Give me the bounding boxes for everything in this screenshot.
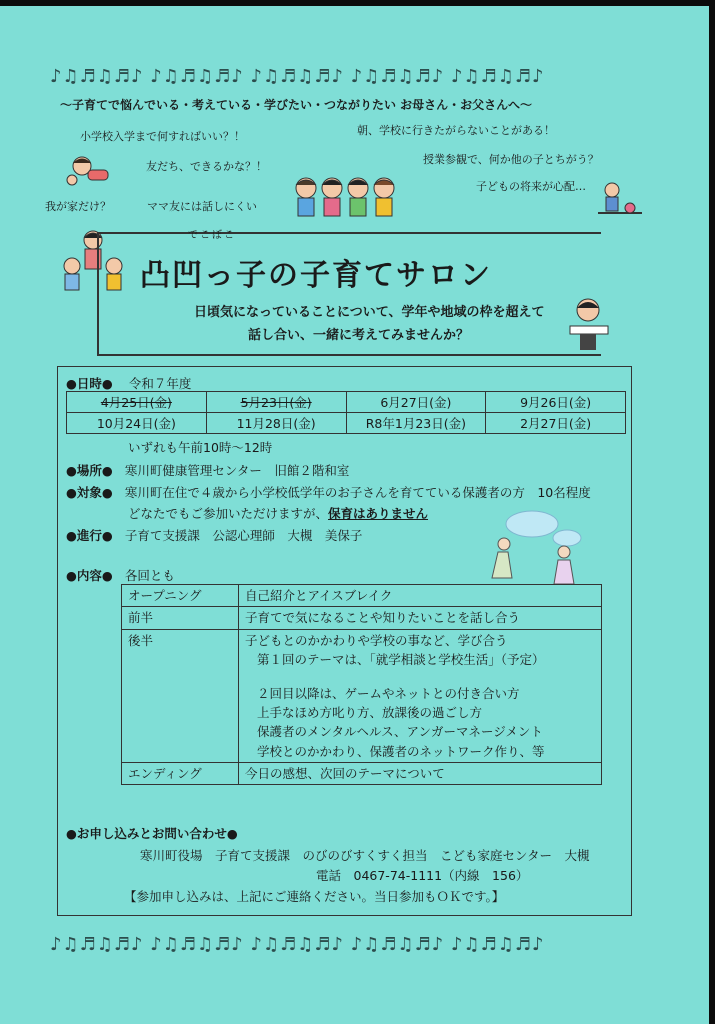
program-part: エンディング — [122, 763, 239, 785]
program-row — [122, 585, 602, 607]
music-notes-top: ♪♫♬♫♬♪ ♪♫♬♫♬♪ ♪♫♬♫♬♪ ♪♫♬♫♬♪ ♪♫♬♫♬♪ — [50, 66, 545, 87]
no-childcare-note: 保育はありません — [328, 506, 429, 521]
date-cell: 5月23日(金) — [206, 392, 346, 413]
schedule-row-1 — [67, 392, 626, 413]
concern-future: 子どもの将来が心配… — [476, 180, 586, 193]
contact-phone: 電話 0467-74-1111（内線 156） — [316, 868, 529, 883]
lead-line-1: 日頃気になっていることについて、学年や地域の枠を超えて — [194, 305, 545, 320]
program-row — [122, 607, 602, 629]
concern-mama-friends: ママ友には話しにくい — [147, 200, 257, 213]
date-cell: 6月27日(金) — [346, 392, 486, 413]
theme-line-3: 保護者のメンタルヘルス、アンガーマネージメント — [257, 724, 543, 740]
scan-right-edge — [709, 0, 715, 1024]
subtitle: ～子育てで悩んでいる・考えている・学びたい・つながりたい お母さん・お父さんへ～ — [60, 98, 532, 112]
target-line-2 — [128, 504, 428, 522]
program-desc: 自己紹介とアイスブレイク — [239, 585, 602, 607]
place-row — [66, 461, 349, 479]
schedule-year: 令和７年度 — [128, 376, 192, 391]
concern-only-us: 我が家だけ？ — [45, 200, 111, 213]
program-desc-latter — [239, 629, 602, 762]
schedule-row-2 — [67, 413, 626, 434]
program-desc: 子育てで気になることや知りたいことを話し合う — [239, 607, 602, 629]
program-desc: 子どもとのかかわりや学校の事など、学び合う — [245, 632, 508, 648]
concern-school-refusal: 朝、学校に行きたがらないことがある！ — [357, 124, 555, 137]
contact-note: 【参加申し込みは、上記にご連絡ください。当日参加もＯＫです。】 — [124, 889, 505, 904]
theme-first: 第１回のテーマは、「就学相談と学校生活」（予定） — [257, 652, 545, 668]
schedule-label: ●日時● — [66, 376, 113, 391]
program-table — [121, 584, 602, 785]
title-ruby: でこぼこ — [188, 230, 236, 241]
content-each: 各回とも — [124, 568, 175, 583]
child-on-bench-illustration — [598, 180, 644, 224]
facilitator-label: ●進行● — [66, 528, 113, 543]
scan-top-edge — [0, 0, 715, 6]
facilitator-value: 子育て支援課 公認心理師 大槻 美保子 — [124, 528, 363, 543]
lead-line-2: 話し合い、一緒に考えてみませんか？ — [248, 328, 470, 343]
program-part: 後半 — [122, 629, 239, 762]
place-label: ●場所● — [66, 463, 113, 478]
concern-entrance: 小学校入学まで何すればいい？！ — [80, 130, 245, 143]
children-group-illustration — [290, 172, 405, 228]
content-row — [66, 566, 175, 584]
program-part: 前半 — [122, 607, 239, 629]
date-cell: 2月27日(金) — [486, 413, 626, 434]
contact-org: 寒川町役場 子育て支援課 のびのびすくすく担当 こども家庭センター 大槻 — [140, 848, 590, 863]
main-title: 凸凹っ子の子育てサロン — [140, 258, 492, 293]
contact-label: ●お申し込みとお問い合わせ● — [66, 826, 238, 841]
program-desc: 今日の感想、次回のテーマについて — [239, 763, 602, 785]
program-row — [122, 629, 602, 762]
target-line-1: 寒川町在住で４歳から小学校低学年のお子さんを育てている保護者の方 10名程度 — [124, 485, 591, 500]
content-label: ●内容● — [66, 568, 113, 583]
place-value: 寒川町健康管理センター 旧館２階和室 — [124, 463, 350, 478]
date-cell: 4月25日(金) — [67, 392, 207, 413]
facilitator-row — [66, 526, 362, 544]
program-part: オープニング — [122, 585, 239, 607]
schedule-row — [66, 374, 191, 392]
music-notes-bottom: ♪♫♬♫♬♪ ♪♫♬♫♬♪ ♪♫♬♫♬♪ ♪♫♬♫♬♪ ♪♫♬♫♬♪ — [50, 934, 545, 955]
concern-friends: 友だち、できるかな？！ — [146, 160, 267, 173]
theme-line-1: ２回目以降は、ゲームやネットとの付き合い方 — [257, 685, 520, 701]
schedule-table — [66, 391, 626, 434]
theme-line-2: 上手なほめ方叱り方、放課後の過ごし方 — [257, 704, 483, 720]
schedule-time: いずれも午前10時～12時 — [128, 440, 273, 455]
date-cell: 11月28日(金) — [206, 413, 346, 434]
date-cell: R8年1月23日(金) — [346, 413, 486, 434]
theme-line-4: 学校とのかかわり、保護者のネットワーク作り、等 — [257, 743, 545, 759]
date-cell: 10月24日(金) — [67, 413, 207, 434]
child-lying-illustration — [64, 152, 114, 192]
date-cell: 9月26日(金) — [486, 392, 626, 413]
target-label: ●対象● — [66, 485, 113, 500]
target-line-2a: どなたでもご参加いただけますが、 — [128, 506, 329, 521]
target-row — [66, 483, 591, 501]
program-row — [122, 763, 602, 785]
concern-class-visit: 授業参観で、何か他の子とちがう？ — [423, 153, 599, 166]
